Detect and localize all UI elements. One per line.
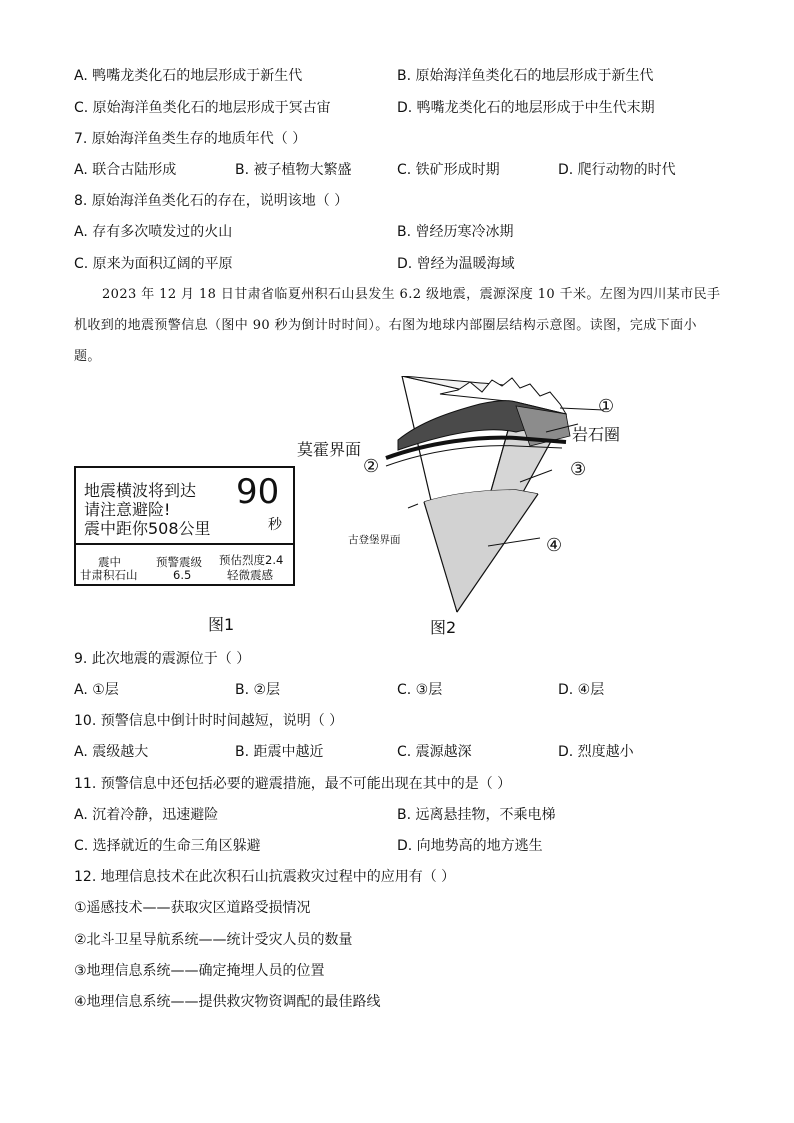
question-9-stem: 9. 此次地震的震源位于（ ） [74, 651, 251, 667]
layer-3-marker: ③ [570, 459, 587, 480]
option-b[interactable]: B. 原始海洋鱼类化石的地层形成于新生代 [397, 68, 654, 84]
q7-option-b[interactable]: B. 被子植物大繁盛 [235, 162, 352, 178]
moho-label: 莫霍界面 [297, 440, 362, 459]
epicenter-value: 甘肃积石山 [80, 568, 138, 582]
layer-2-marker: ② [363, 456, 380, 477]
q7-option-d[interactable]: D. 爬行动物的时代 [558, 162, 676, 178]
alert-message-line2: 请注意避险! [84, 500, 171, 519]
warning-magnitude-value: 6.5 [173, 568, 192, 582]
question-11-stem: 11. 预警信息中还包括必要的避震措施，最不可能出现在其中的是（ ） [74, 776, 512, 792]
alert-countdown: 90 [236, 472, 280, 512]
question-12-stem: 12. 地理信息技术在此次积石山抗震救灾过程中的应用有（ ） [74, 869, 456, 885]
layer-1-marker: ① [598, 396, 615, 417]
epicenter-label: 震中 [98, 555, 121, 569]
lithosphere-label: 岩石圈 [572, 425, 621, 444]
q11-option-a[interactable]: A. 沉着冷静，迅速避险 [74, 807, 219, 823]
q7-option-c[interactable]: C. 铁矿形成时期 [397, 162, 500, 178]
figure-1-caption: 图1 [208, 615, 235, 634]
earthquake-alert-figure [74, 466, 295, 586]
q8-option-b[interactable]: B. 曾经历寒冷冰期 [397, 224, 514, 240]
q11-option-c[interactable]: C. 选择就近的生命三角区躲避 [74, 838, 261, 854]
q9-option-a[interactable]: A. ①层 [74, 682, 119, 698]
q10-option-c[interactable]: C. 震源越深 [397, 744, 472, 760]
q10-option-d[interactable]: D. 烈度越小 [558, 744, 634, 760]
alert-message-panel [76, 468, 293, 545]
question-7-stem: 7. 原始海洋鱼类生存的地质年代（ ） [74, 131, 307, 147]
q8-option-c[interactable]: C. 原来为面积辽阔的平原 [74, 256, 233, 272]
q9-option-b[interactable]: B. ②层 [235, 682, 281, 698]
alert-countdown-unit: 秒 [268, 517, 282, 533]
q12-item-4: ④地理信息系统——提供救灾物资调配的最佳路线 [74, 994, 381, 1010]
option-d[interactable]: D. 鸭嘴龙类化石的地层形成于中生代末期 [397, 100, 655, 116]
q12-item-2: ②北斗卫星导航系统——统计受灾人员的数量 [74, 932, 353, 948]
q10-option-a[interactable]: A. 震级越大 [74, 744, 149, 760]
q11-option-b[interactable]: B. 远离悬挂物，不乘电梯 [397, 807, 556, 823]
q10-option-b[interactable]: B. 距震中越近 [235, 744, 324, 760]
alert-message-line3: 震中距你508公里 [84, 519, 211, 538]
figure-2-caption: 图2 [430, 618, 457, 637]
q8-option-a[interactable]: A. 存有多次喷发过的火山 [74, 224, 233, 240]
reading-passage: 2023 年 12 月 18 日甘肃省临夏州积石山县发生 6.2 级地震，震源深度 10 千米。左图为四川某市民手机收到的地震预警信息（图中 90 秒为倒计时时间）。右图为地球内部圈层结构示意图。读图，完成下面小题。 [74, 287, 721, 364]
q9-option-d[interactable]: D. ④层 [558, 682, 605, 698]
gutenberg-label: 古登堡界面 [348, 534, 401, 546]
alert-message-line1: 地震横波将到达 [84, 481, 197, 500]
leader-line-gutenberg [408, 504, 418, 508]
question-8-stem: 8. 原始海洋鱼类化石的存在，说明该地（ ） [74, 193, 349, 209]
question-10-stem: 10. 预警信息中倒计时时间越短，说明（ ） [74, 713, 344, 729]
q12-item-1: ①遥感技术——获取灾区道路受损情况 [74, 900, 311, 916]
warning-magnitude-label: 预警震级 [156, 555, 202, 569]
q8-option-d[interactable]: D. 曾经为温暖海域 [397, 256, 515, 272]
q12-item-3: ③地理信息系统——确定掩埋人员的位置 [74, 963, 325, 979]
q7-option-a[interactable]: A. 联合古陆形成 [74, 162, 177, 178]
option-a[interactable]: A. 鸭嘴龙类化石的地层形成于新生代 [74, 68, 303, 84]
estimated-intensity-label: 预估烈度2.4 [219, 553, 284, 567]
q11-option-d[interactable]: D. 向地势高的地方逃生 [397, 838, 543, 854]
q9-option-c[interactable]: C. ③层 [397, 682, 443, 698]
option-c[interactable]: C. 原始海洋鱼类化石的地层形成于冥古宙 [74, 100, 331, 116]
core-region [424, 490, 538, 612]
estimated-intensity-value: 轻微震感 [227, 568, 273, 582]
earth-layers-diagram [380, 376, 630, 621]
layer-4-marker: ④ [546, 535, 563, 556]
